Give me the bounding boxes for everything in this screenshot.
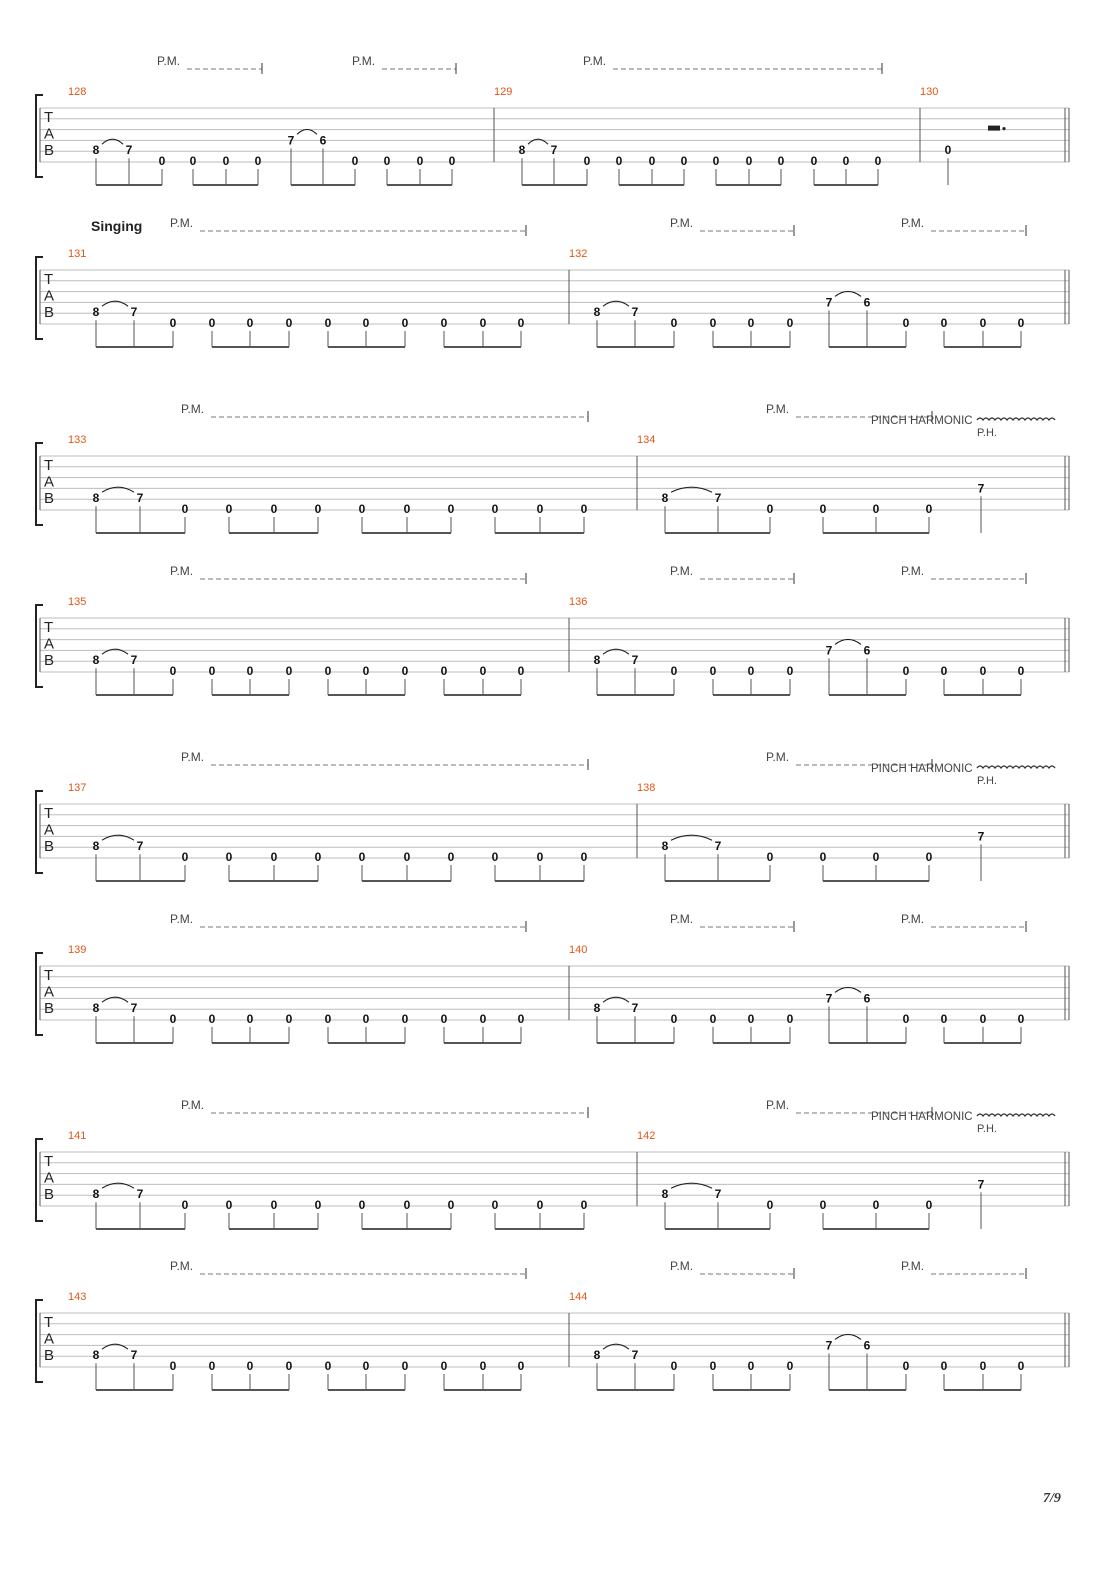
fret-number: 7	[714, 1187, 722, 1202]
fret-number: 0	[270, 1198, 278, 1212]
fret-number: 7	[825, 991, 833, 1006]
fret-number: 0	[872, 1198, 880, 1212]
fret-number: 0	[479, 1359, 487, 1373]
fret-number: 0	[536, 1198, 544, 1212]
tab-clef-letter: T	[44, 1153, 54, 1170]
fret-number: 0	[810, 154, 818, 168]
fret-number: 0	[401, 316, 409, 330]
pinch-harmonic-short-label: P.H.	[977, 775, 997, 787]
fret-number: 0	[670, 316, 678, 330]
slur-arc	[835, 639, 861, 644]
fret-number: 0	[181, 850, 189, 864]
fret-number: 7	[130, 653, 138, 668]
fret-number: 0	[979, 1012, 987, 1026]
fret-number: 0	[902, 664, 910, 678]
fret-number: 0	[670, 1359, 678, 1373]
fret-number: 0	[181, 502, 189, 516]
fret-number: 0	[709, 1359, 717, 1373]
fret-number: 0	[925, 502, 933, 516]
fret-number: 0	[285, 1012, 293, 1026]
tab-clef-letter: A	[44, 983, 55, 1001]
fret-number: 0	[745, 154, 753, 168]
fret-number: 0	[324, 664, 332, 678]
fret-number: 0	[479, 1012, 487, 1026]
fret-number: 0	[517, 664, 525, 678]
palm-mute-label: P.M.	[181, 402, 205, 416]
tab-clef-letter: A	[44, 287, 55, 305]
fret-number: 0	[491, 502, 499, 516]
palm-mute-label: P.M.	[670, 564, 694, 578]
fret-number: 6	[863, 295, 871, 310]
fret-number: 0	[270, 502, 278, 516]
tab-clef-letter: A	[44, 125, 55, 143]
fret-number: 0	[403, 850, 411, 864]
palm-mute-label: P.M.	[670, 216, 694, 230]
fret-number: 0	[580, 850, 588, 864]
fret-number: 0	[902, 316, 910, 330]
fret-number: 0	[401, 664, 409, 678]
fret-number: 0	[225, 1198, 233, 1212]
fret-number: 0	[786, 664, 794, 678]
fret-number: 0	[314, 1198, 322, 1212]
fret-number: 0	[440, 1012, 448, 1026]
fret-number: 0	[1017, 1359, 1025, 1373]
fret-number: 0	[517, 316, 525, 330]
fret-number: 0	[383, 154, 391, 168]
fret-number: 8	[92, 491, 100, 506]
tab-clef-letter: B	[44, 1000, 55, 1017]
fret-number: 0	[208, 316, 216, 330]
fret-number: 0	[416, 154, 424, 168]
tab-clef-letter: T	[44, 967, 54, 984]
fret-number: 0	[447, 1198, 455, 1212]
fret-number: 0	[285, 1359, 293, 1373]
palm-mute-label: P.M.	[670, 1259, 694, 1273]
fret-number: 0	[517, 1359, 525, 1373]
tab-clef-letter: A	[44, 1330, 55, 1348]
fret-number: 0	[222, 154, 230, 168]
palm-mute-label: P.M.	[901, 912, 925, 926]
tab-clef-letter: B	[44, 304, 55, 321]
tab-clef-letter: T	[44, 109, 54, 126]
palm-mute-label: P.M.	[170, 1259, 194, 1273]
fret-number: 0	[324, 1012, 332, 1026]
fret-number: 7	[825, 1338, 833, 1353]
vibrato-wave	[977, 766, 1055, 768]
fret-number: 0	[246, 664, 254, 678]
fret-number: 0	[517, 1012, 525, 1026]
palm-mute-label: P.M.	[170, 912, 194, 926]
fret-number: 8	[593, 1001, 601, 1016]
fret-number: 0	[648, 154, 656, 168]
measure-number: 133	[68, 434, 87, 446]
measure-number: 143	[68, 1291, 87, 1303]
pinch-harmonic-short-label: P.H.	[977, 427, 997, 439]
fret-number: 0	[314, 850, 322, 864]
fret-number: 7	[130, 305, 138, 320]
fret-number: 0	[362, 664, 370, 678]
fret-number: 0	[979, 1359, 987, 1373]
tab-clef-letter: T	[44, 457, 54, 474]
measure-number: 140	[569, 944, 588, 956]
fret-number: 0	[440, 664, 448, 678]
fret-number: 0	[351, 154, 359, 168]
fret-number: 0	[270, 850, 278, 864]
fret-number: 6	[319, 133, 327, 148]
fret-number: 0	[786, 1012, 794, 1026]
fret-number: 0	[872, 502, 880, 516]
fret-number: 0	[583, 154, 591, 168]
fret-number: 7	[977, 829, 985, 844]
fret-number: 7	[714, 839, 722, 854]
fret-number: 0	[944, 143, 952, 158]
fret-number: 0	[403, 502, 411, 516]
measure-number: 132	[569, 248, 588, 260]
palm-mute-label: P.M.	[901, 564, 925, 578]
fret-number: 0	[362, 1012, 370, 1026]
fret-number: 0	[440, 1359, 448, 1373]
palm-mute-label: P.M.	[170, 216, 194, 230]
fret-number: 0	[246, 1359, 254, 1373]
fret-number: 0	[440, 316, 448, 330]
fret-number: 7	[825, 295, 833, 310]
palm-mute-label: P.M.	[170, 564, 194, 578]
fret-number: 0	[786, 316, 794, 330]
fret-number: 7	[631, 305, 639, 320]
fret-number: 8	[92, 305, 100, 320]
palm-mute-label: P.M.	[766, 750, 790, 764]
fret-number: 8	[661, 839, 669, 854]
fret-number: 0	[169, 316, 177, 330]
fret-number: 0	[401, 1359, 409, 1373]
fret-number: 0	[208, 1359, 216, 1373]
measure-number: 129	[494, 86, 513, 98]
fret-number: 0	[158, 154, 166, 168]
fret-number: 0	[940, 316, 948, 330]
slur-arc	[835, 291, 861, 296]
fret-number: 7	[631, 1001, 639, 1016]
fret-number: 0	[819, 502, 827, 516]
measure-number: 134	[637, 434, 656, 446]
pinch-harmonic-label: PINCH HARMONIC	[871, 763, 973, 775]
fret-number: 8	[593, 1348, 601, 1363]
fret-number: 0	[615, 154, 623, 168]
fret-number: 7	[631, 1348, 639, 1363]
palm-mute-label: P.M.	[583, 54, 607, 68]
fret-number: 8	[593, 305, 601, 320]
measure-number: 131	[68, 248, 87, 260]
fret-number: 0	[536, 502, 544, 516]
fret-number: 0	[747, 1359, 755, 1373]
fret-number: 8	[518, 143, 526, 158]
fret-number: 0	[1017, 664, 1025, 678]
fret-number: 0	[680, 154, 688, 168]
tab-clef-letter: B	[44, 142, 55, 159]
fret-number: 8	[661, 491, 669, 506]
fret-number: 0	[479, 664, 487, 678]
fret-number: 0	[536, 850, 544, 864]
pinch-harmonic-label: PINCH HARMONIC	[871, 1111, 973, 1123]
fret-number: 7	[287, 133, 295, 148]
fret-number: 0	[940, 1359, 948, 1373]
fret-number: 7	[130, 1348, 138, 1363]
vibrato-wave	[977, 1114, 1055, 1116]
palm-mute-label: P.M.	[181, 1098, 205, 1112]
fret-number: 0	[709, 664, 717, 678]
fret-number: 0	[403, 1198, 411, 1212]
fret-number: 0	[747, 1012, 755, 1026]
fret-number: 0	[670, 1012, 678, 1026]
fret-number: 0	[362, 1359, 370, 1373]
fret-number: 0	[358, 1198, 366, 1212]
fret-number: 0	[580, 1198, 588, 1212]
fret-number: 0	[786, 1359, 794, 1373]
tab-clef-letter: A	[44, 635, 55, 653]
fret-number: 7	[631, 653, 639, 668]
fret-number: 0	[447, 850, 455, 864]
measure-number: 144	[569, 1291, 588, 1303]
fret-number: 8	[92, 1001, 100, 1016]
fret-number: 0	[777, 154, 785, 168]
tab-clef-letter: T	[44, 271, 54, 288]
tab-clef-letter: A	[44, 1169, 55, 1187]
fret-number: 0	[358, 502, 366, 516]
half-rest	[988, 126, 1000, 131]
measure-number: 128	[68, 86, 87, 98]
fret-number: 0	[479, 316, 487, 330]
fret-number: 0	[491, 850, 499, 864]
fret-number: 0	[225, 850, 233, 864]
palm-mute-label: P.M.	[181, 750, 205, 764]
tab-clef-letter: A	[44, 821, 55, 839]
fret-number: 0	[712, 154, 720, 168]
measure-number: 130	[920, 86, 939, 98]
fret-number: 0	[979, 316, 987, 330]
fret-number: 0	[169, 1012, 177, 1026]
fret-number: 0	[925, 1198, 933, 1212]
fret-number: 0	[362, 316, 370, 330]
palm-mute-label: P.M.	[901, 1259, 925, 1273]
palm-mute-label: P.M.	[901, 216, 925, 230]
measure-number: 137	[68, 782, 87, 794]
fret-number: 0	[709, 1012, 717, 1026]
fret-number: 7	[136, 1187, 144, 1202]
pinch-harmonic-short-label: P.H.	[977, 1123, 997, 1135]
fret-number: 0	[874, 154, 882, 168]
fret-number: 7	[977, 481, 985, 496]
fret-number: 0	[580, 502, 588, 516]
fret-number: 0	[169, 664, 177, 678]
fret-number: 8	[92, 143, 100, 158]
fret-number: 7	[125, 143, 133, 158]
fret-number: 0	[747, 316, 755, 330]
fret-number: 0	[766, 850, 774, 864]
fret-number: 0	[189, 154, 197, 168]
fret-number: 0	[314, 502, 322, 516]
page-number: 7/9	[1043, 1491, 1061, 1506]
fret-number: 0	[842, 154, 850, 168]
fret-number: 8	[92, 1187, 100, 1202]
fret-number: 0	[709, 316, 717, 330]
fret-number: 0	[819, 850, 827, 864]
fret-number: 0	[448, 154, 456, 168]
slur-arc	[835, 1334, 861, 1339]
measure-number: 138	[637, 782, 656, 794]
fret-number: 0	[358, 850, 366, 864]
tab-clef-letter: B	[44, 652, 55, 669]
fret-number: 8	[661, 1187, 669, 1202]
tab-clef-letter: B	[44, 1186, 55, 1203]
fret-number: 0	[766, 502, 774, 516]
tab-clef-letter: T	[44, 619, 54, 636]
fret-number: 0	[940, 1012, 948, 1026]
fret-number: 0	[1017, 1012, 1025, 1026]
section-label: Singing	[91, 218, 143, 234]
measure-number: 139	[68, 944, 87, 956]
fret-number: 0	[447, 502, 455, 516]
fret-number: 0	[285, 316, 293, 330]
slur-arc	[297, 129, 317, 134]
tab-clef-letter: T	[44, 1314, 54, 1331]
fret-number: 8	[92, 839, 100, 854]
fret-number: 6	[863, 643, 871, 658]
measure-number: 142	[637, 1130, 656, 1142]
fret-number: 0	[979, 664, 987, 678]
fret-number: 8	[92, 1348, 100, 1363]
slur-arc	[835, 987, 861, 992]
palm-mute-label: P.M.	[766, 1098, 790, 1112]
fret-number: 0	[246, 1012, 254, 1026]
fret-number: 0	[324, 316, 332, 330]
fret-number: 0	[940, 664, 948, 678]
fret-number: 0	[254, 154, 262, 168]
fret-number: 0	[246, 316, 254, 330]
tab-clef-letter: B	[44, 490, 55, 507]
fret-number: 0	[225, 502, 233, 516]
tab-clef-letter: T	[44, 805, 54, 822]
fret-number: 7	[136, 839, 144, 854]
fret-number: 0	[285, 664, 293, 678]
fret-number: 7	[550, 143, 558, 158]
fret-number: 0	[181, 1198, 189, 1212]
fret-number: 0	[491, 1198, 499, 1212]
fret-number: 0	[902, 1012, 910, 1026]
fret-number: 0	[208, 1012, 216, 1026]
palm-mute-label: P.M.	[352, 54, 376, 68]
fret-number: 0	[1017, 316, 1025, 330]
fret-number: 7	[825, 643, 833, 658]
fret-number: 0	[670, 664, 678, 678]
fret-number: 0	[819, 1198, 827, 1212]
fret-number: 0	[766, 1198, 774, 1212]
tab-clef-letter: A	[44, 473, 55, 491]
fret-number: 0	[169, 1359, 177, 1373]
fret-number: 7	[130, 1001, 138, 1016]
vibrato-wave	[977, 418, 1055, 420]
fret-number: 8	[593, 653, 601, 668]
rest-dot	[1002, 127, 1005, 130]
fret-number: 0	[925, 850, 933, 864]
fret-number: 0	[324, 1359, 332, 1373]
fret-number: 7	[136, 491, 144, 506]
fret-number: 6	[863, 1338, 871, 1353]
palm-mute-label: P.M.	[157, 54, 181, 68]
measure-number: 135	[68, 596, 87, 608]
fret-number: 7	[714, 491, 722, 506]
palm-mute-label: P.M.	[670, 912, 694, 926]
measure-number: 141	[68, 1130, 87, 1142]
fret-number: 8	[92, 653, 100, 668]
fret-number: 0	[401, 1012, 409, 1026]
tab-clef-letter: B	[44, 838, 55, 855]
fret-number: 0	[208, 664, 216, 678]
fret-number: 0	[747, 664, 755, 678]
tab-clef-letter: B	[44, 1347, 55, 1364]
fret-number: 7	[977, 1177, 985, 1192]
fret-number: 0	[902, 1359, 910, 1373]
pinch-harmonic-label: PINCH HARMONIC	[871, 415, 973, 427]
fret-number: 0	[872, 850, 880, 864]
palm-mute-label: P.M.	[766, 402, 790, 416]
fret-number: 6	[863, 991, 871, 1006]
measure-number: 136	[569, 596, 588, 608]
